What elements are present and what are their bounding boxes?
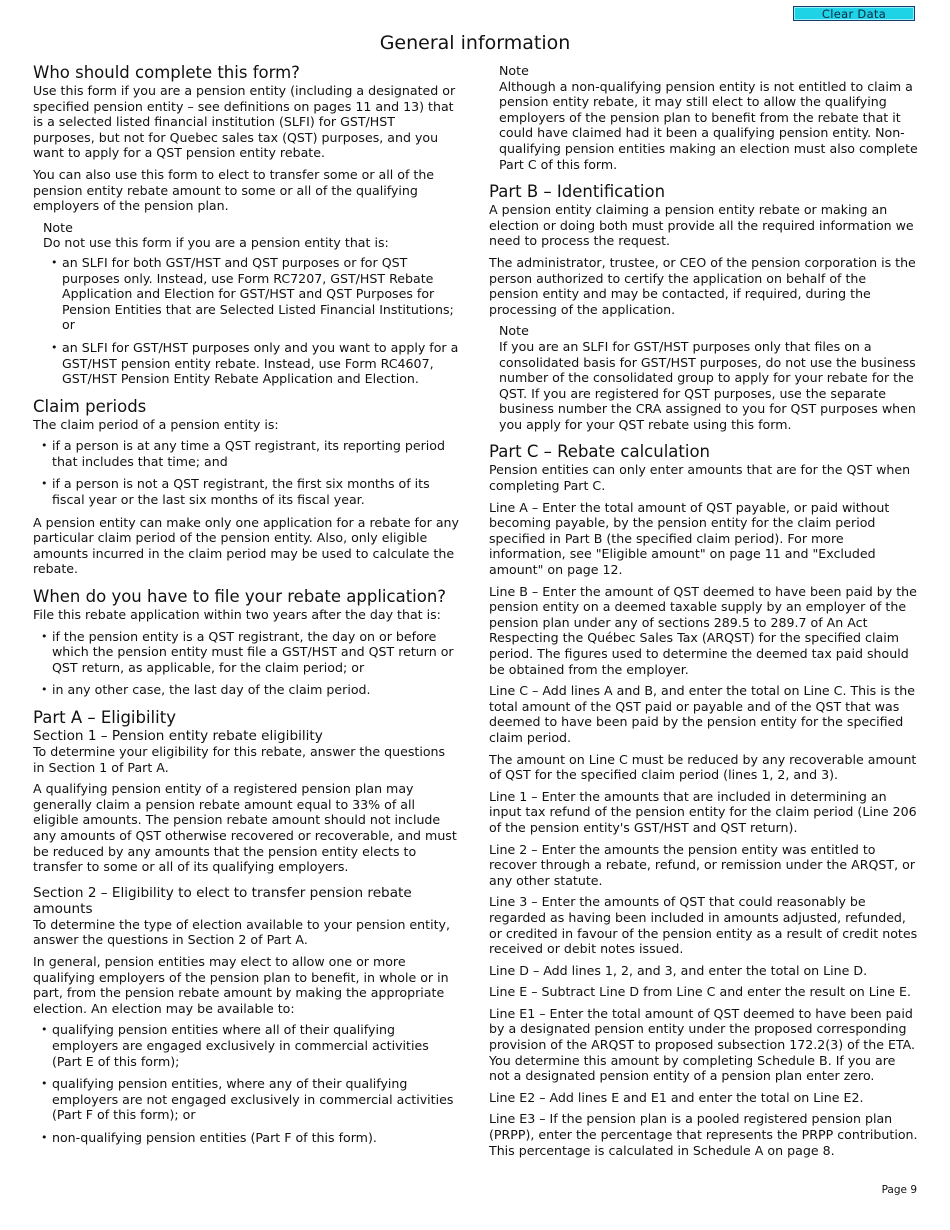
note-text: Do not use this form if you are a pension entity that is: bbox=[43, 235, 389, 251]
line-e-text: Line E – Subtract Line D from Line C and enter the result on Line E. bbox=[489, 984, 911, 1000]
list-item: • an SLFI for GST/HST purposes only and you want to apply for a GST/HST pension entity rebate. Instead, use Form RC4607, GST/HST Pension Entity Rebate Application and Election. bbox=[62, 340, 460, 387]
clear-data-button[interactable]: Clear Data bbox=[793, 6, 915, 21]
list-item: • if the pension entity is a QST registrant, the day on or before which the pension entity must file a GST/HST and QST return or QST return, as applicable, for the claim period; or bbox=[52, 629, 460, 676]
left-column bbox=[33, 63, 460, 1152]
when-heading: When do you have to file your rebate application? bbox=[33, 587, 447, 607]
part-b-note bbox=[499, 323, 919, 432]
list-item: • if a person is at any time a QST registrant, its reporting period that includes that time; and bbox=[52, 438, 460, 469]
line-a-text: Line A – Enter the total amount of QST payable, or paid without becoming payable, by the pension entity for the claim period specified in Part B (the specified claim period). For more information, see "Eligible amount" on page 11 and "Excluded amount" on page 12. bbox=[489, 499, 890, 578]
when-list bbox=[33, 629, 460, 698]
part-b-paragraph-1: A pension entity claiming a pension entity rebate or making an election or doing both must provide all the required information we need to process the request. bbox=[489, 202, 914, 249]
note-text: Although a non-qualifying pension entity is not entitled to claim a pension entity rebate, it may still elect to allow the qualifying employers of the pension plan to benefit from the rebate that it could have claimed had it been a qualifying pension entity. Non-qualifying pension entities making an election must also complete Part C of this form. bbox=[499, 78, 918, 172]
section-1-paragraph-2: A qualifying pension entity of a registered pension plan may generally claim a pension rebate amount equal to 33% of all eligible amounts. The pension rebate amount should not include any amounts of QST otherwise recovered or recoverable, and must be reduced by any amounts that the pension entity elects to transfer to some or all of its qualifying employers. bbox=[33, 781, 457, 875]
list-item: • non-qualifying pension entities (Part F of this form). bbox=[52, 1130, 460, 1146]
when-intro: File this rebate application within two years after the day that is: bbox=[33, 607, 441, 623]
election-list bbox=[33, 1022, 460, 1145]
line-3-text: Line 3 – Enter the amounts of QST that could reasonably be regarded as having been included in amounts adjusted, refunded, or credited in favour of the pension entity as a result of credit notes received or debit notes issued. bbox=[489, 894, 918, 957]
line-e2-text: Line E2 – Add lines E and E1 and enter the total on Line E2. bbox=[489, 1089, 864, 1105]
part-c-intro: Pension entities can only enter amounts that are for the QST when completing Part C. bbox=[489, 462, 911, 494]
who-note bbox=[43, 220, 460, 387]
who-note-list bbox=[43, 255, 460, 387]
line-d-text: Line D – Add lines 1, 2, and 3, and enter the total on Line D. bbox=[489, 962, 868, 978]
non-qualifying-note bbox=[499, 63, 919, 172]
part-b-heading: Part B – Identification bbox=[489, 182, 666, 202]
list-item: • if a person is not a QST registrant, the first six months of its fiscal year or the last six months of its fiscal year. bbox=[52, 476, 460, 507]
claim-periods-heading: Claim periods bbox=[33, 396, 147, 416]
line-c-text: Line C – Add lines A and B, and enter the total on Line C. This is the total amount of the QST paid or payable and of the QST that was deemed to have been paid by the pension entity for the specified claim period. bbox=[489, 683, 915, 745]
line-2-text: Line 2 – Enter the amounts the pension entity was entitled to recover through a rebate, refund, or remission under the ARQST, or any other statute. bbox=[489, 841, 915, 888]
note-label: Note bbox=[43, 219, 73, 235]
right-column bbox=[489, 63, 919, 1164]
part-b-paragraph-2: The administrator, trustee, or CEO of the pension corporation is the person authorized to certify the application on behalf of the pension entity and may be contacted, if required, during the processing of the application. bbox=[489, 254, 916, 317]
note-label: Note bbox=[499, 63, 529, 78]
section-1-heading: Section 1 – Pension entity rebate eligibility bbox=[33, 728, 323, 744]
note-text: If you are an SLFI for GST/HST purposes only that files on a consolidated basis for GST/HST purposes, do not use the business number of the consolidated group to apply for your rebate for the QST. If you are registered for QST purposes, use the separate business number the CRA assigned to you for QST purposes when you apply for your QST rebate using this form. bbox=[499, 338, 916, 432]
section-2-paragraph-1: To determine the type of election available to your pension entity, answer the questions in Section 2 of Part A. bbox=[33, 916, 450, 948]
line-b-text: Line B – Enter the amount of QST deemed to have been paid by the pension entity on a deemed taxable supply by an employer of the pension plan under any of sections 289.5 to 289.7 of An Act Respecting the Québec Sales Tax (ARQST) for the specified claim period. The figures used to determine the deemed tax paid should be obtained from the employer. bbox=[489, 583, 917, 677]
line-e3-text: Line E3 – If the pension plan is a pooled registered pension plan (PRPP), enter the percentage that represents the PRPP contribution. This percentage is calculated in Schedule A on page 8. bbox=[489, 1111, 918, 1158]
line-e1-text: Line E1 – Enter the total amount of QST deemed to have been paid by a designated pension entity under the proposed corresponding provision of the ARQST to proposed subsection 172.2(3) of the ETA. You determine this amount by completing Schedule B. If you are not a designated pension entity of a pension plan enter zero. bbox=[489, 1005, 916, 1084]
part-a-heading: Part A – Eligibility bbox=[33, 708, 176, 727]
list-item: • qualifying pension entities, where any of their qualifying employers are not engaged exclusively in commercial activities (Part F of this form); or bbox=[52, 1076, 460, 1123]
page-number: Page 9 bbox=[881, 1184, 917, 1196]
page-title: General information bbox=[379, 32, 571, 54]
claim-paragraph: A pension entity can make only one application for a rebate for any particular claim period of the pension entity. Also, only eligible amounts incurred in the claim period may be used to calculate the rebate. bbox=[33, 514, 459, 577]
section-2-heading: Section 2 – Eligibility to elect to transfer pension rebate amounts bbox=[33, 884, 412, 917]
list-item: • an SLFI for both GST/HST and QST purposes or for QST purposes only. Instead, use Form RC7207, GST/HST Rebate Application and Election for GST/HST and QST Purposes for Pension Entities that are Selected Listed Financial Institutions; or bbox=[62, 255, 460, 333]
claim-list bbox=[33, 438, 460, 507]
line-c-reduction-text: The amount on Line C must be reduced by any recoverable amount of QST for the specified claim period (lines 1, 2, and 3). bbox=[489, 751, 917, 783]
list-item: • qualifying pension entities where all of their qualifying employers are engaged exclusively in commercial activities (Part E of this form); bbox=[52, 1022, 460, 1069]
section-2-paragraph-2: In general, pension entities may elect to allow one or more qualifying employers of the pension plan to benefit, in whole or in part, from the pension rebate amount by making the appropriate election. An election may be available to: bbox=[33, 953, 449, 1016]
who-paragraph-2: You can also use this form to elect to transfer some or all of the pension entity rebate amount to some or all of the qualifying employers of the pension plan. bbox=[33, 166, 435, 214]
section-1-paragraph-1: To determine your eligibility for this rebate, answer the questions in Section 1 of Part A. bbox=[33, 744, 446, 775]
who-heading: Who should complete this form? bbox=[33, 63, 300, 82]
claim-intro: The claim period of a pension entity is: bbox=[33, 416, 279, 432]
part-c-heading: Part C – Rebate calculation bbox=[489, 442, 711, 462]
list-item: • in any other case, the last day of the claim period. bbox=[52, 682, 460, 698]
who-paragraph-1: Use this form if you are a pension entity (including a designated or specified pension entity – see definitions on pages 11 and 13) that is a selected listed financial institution (SLFI) for GST/HST purposes, but not for Quebec sales tax (QST) purposes, and you want to apply for a QST pension entity rebate. bbox=[33, 83, 456, 161]
note-label: Note bbox=[499, 323, 529, 339]
line-1-text: Line 1 – Enter the amounts that are included in determining an input tax refund of the pension entity for the claim period (Line 206 of the pension entity's GST/HST and QST return). bbox=[489, 788, 917, 835]
